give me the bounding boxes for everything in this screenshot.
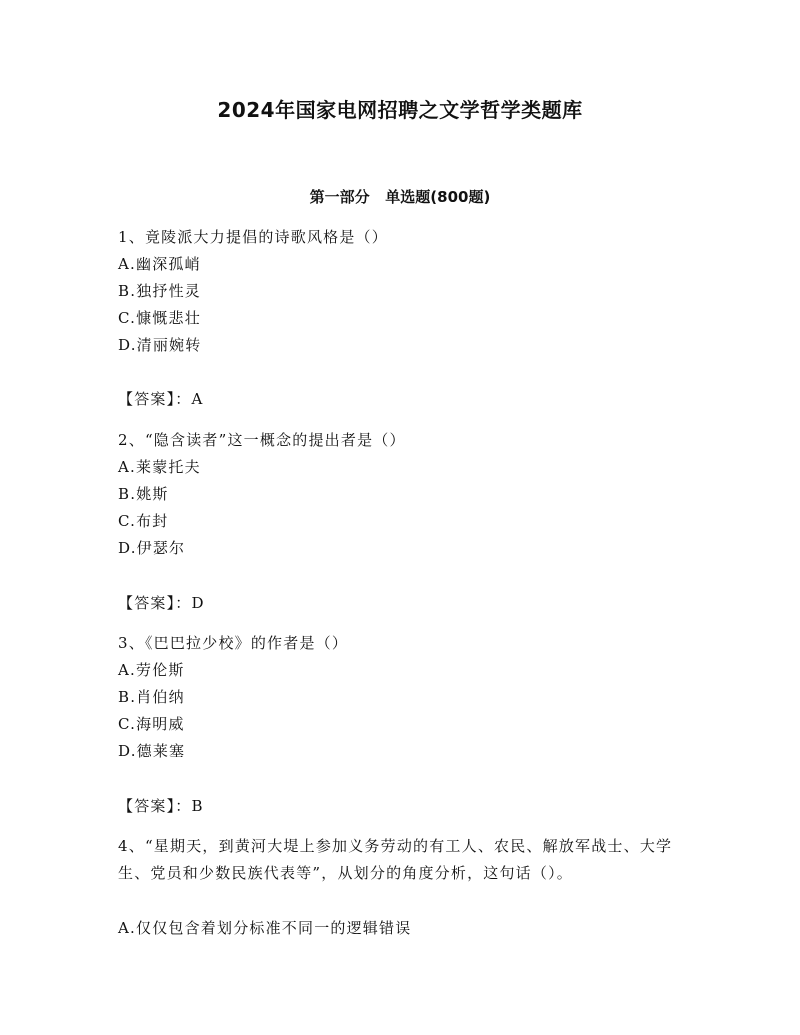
section-title: 第一部分 单选题(800题) xyxy=(309,188,491,206)
question-3-stem: 3、《巴巴拉少校》的作者是（） xyxy=(118,634,349,652)
question-1-option-a: A.幽深孤峭 xyxy=(118,255,201,273)
question-2-option-a: A.莱蒙托夫 xyxy=(118,458,201,476)
question-2-option-b: B.姚斯 xyxy=(118,485,169,503)
question-1-option-d: D.清丽婉转 xyxy=(118,336,202,354)
question-1-option-c: C.慷慨悲壮 xyxy=(118,309,201,327)
question-1-option-b: B.独抒性灵 xyxy=(118,282,201,300)
question-2-answer: 【答案】：D xyxy=(118,594,205,612)
question-4-option-a: A.仅仅包含着划分标准不同一的逻辑错误 xyxy=(118,919,412,937)
question-1-stem: 1、竟陵派大力提倡的诗歌风格是（） xyxy=(118,228,388,246)
question-2-option-c: C.布封 xyxy=(118,512,169,530)
question-2-stem: 2、“隐含读者”这一概念的提出者是（） xyxy=(118,431,406,449)
question-3-option-d: D.德莱塞 xyxy=(118,742,186,760)
document-title: 2024年国家电网招聘之文学哲学类题库 xyxy=(217,98,583,122)
question-3-option-b: B.肖伯纳 xyxy=(118,688,185,706)
question-3-answer: 【答案】：B xyxy=(118,797,204,815)
question-4-stem: 4、“星期天，到黄河大堤上参加义务劳动的有工人、农民、解放军战士、大学生、党员和少数民族代表等”，从划分的角度分析，这句话（）。 xyxy=(118,837,673,882)
question-3-option-c: C.海明威 xyxy=(118,715,185,733)
question-2-option-d: D.伊瑟尔 xyxy=(118,539,186,557)
question-1-answer: 【答案】：A xyxy=(118,390,204,408)
question-3-option-a: A.劳伦斯 xyxy=(118,661,185,679)
